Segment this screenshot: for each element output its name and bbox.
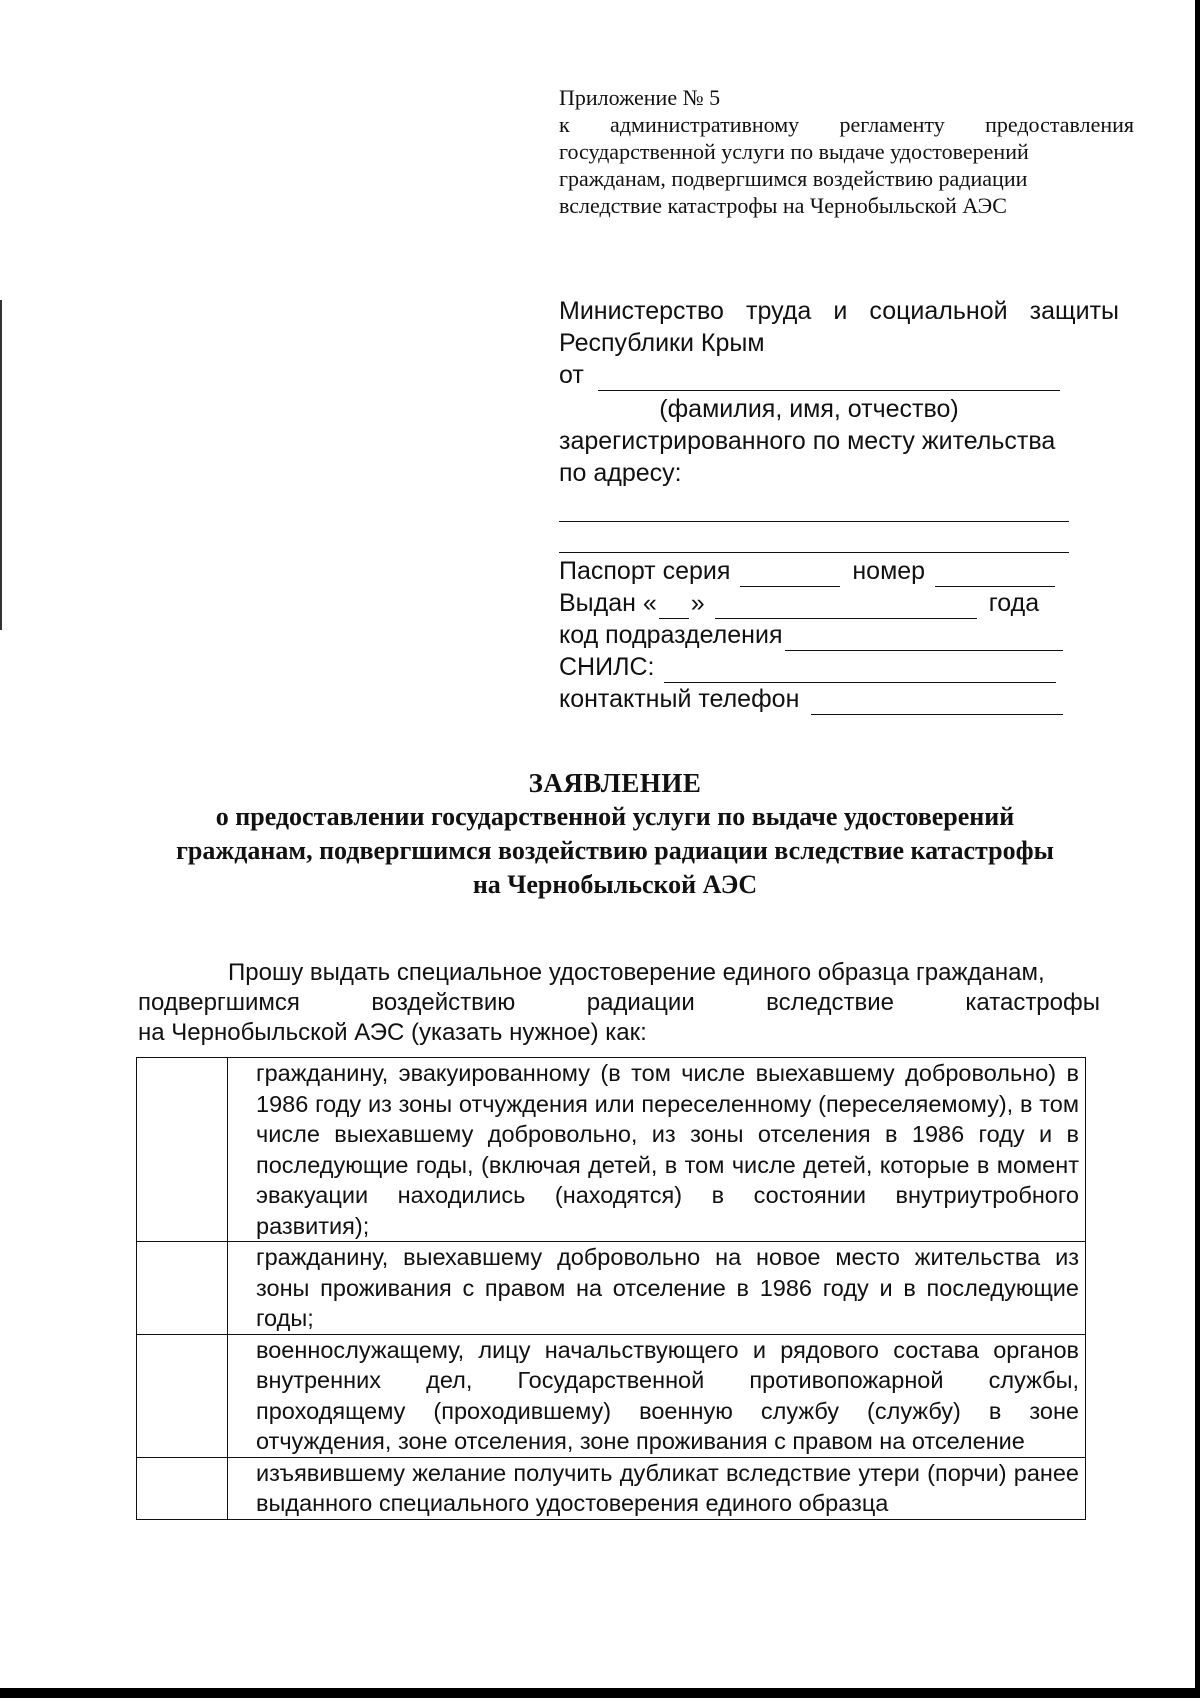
scan-edge-left bbox=[0, 300, 2, 630]
appendix-line: государственной услуги по выдаче удостоверений bbox=[559, 139, 1029, 164]
issued-day-field[interactable] bbox=[659, 594, 689, 619]
division-code-label: код подразделения bbox=[559, 621, 783, 649]
option-row bbox=[137, 1457, 1086, 1519]
address-label: по адресу: bbox=[559, 459, 682, 487]
passport-row bbox=[559, 553, 1119, 587]
option-row bbox=[137, 1242, 1086, 1335]
options-table bbox=[136, 1057, 1086, 1520]
intro-line: на Чернобыльской АЭС (указать нужное) как: bbox=[138, 1019, 647, 1046]
phone-label: контактный телефон bbox=[559, 685, 800, 713]
option-text: изъявившему желание получить дубликат вследствие утери (порчи) ранее выданного специального удостоверения единого образца bbox=[256, 1459, 1079, 1516]
division-code-field[interactable] bbox=[785, 626, 1063, 651]
option-text-cell bbox=[228, 1457, 1086, 1519]
issued-by-field[interactable] bbox=[715, 594, 977, 619]
passport-number-label: номер bbox=[852, 557, 926, 585]
title-main: ЗАЯВЛЕНИЕ bbox=[528, 768, 702, 798]
from-label: от bbox=[559, 361, 584, 389]
phone-row bbox=[559, 683, 1119, 715]
document-title bbox=[120, 766, 1110, 902]
address-field-line-2[interactable] bbox=[559, 522, 1069, 553]
option-text: военнослужащему, лицу начальствующего и рядового состава органов внутренних дел, Государственной противопожарной службы, проходящему (проходившему) военную службу (службу) в зоне отчуждения, зоне отселения, зоне проживания с правом на отселение bbox=[228, 1334, 1086, 1457]
issued-close: » bbox=[690, 589, 705, 617]
passport-series-label: Паспорт серия bbox=[559, 557, 731, 585]
year-label: года bbox=[988, 589, 1040, 617]
intro-line: Прошу выдать специальное удостоверение единого образца гражданам, bbox=[228, 959, 1045, 986]
option-checkbox-cell[interactable] bbox=[137, 1058, 228, 1242]
passport-series-field[interactable] bbox=[740, 562, 840, 587]
passport-number-field[interactable] bbox=[935, 562, 1055, 587]
option-checkbox-cell[interactable] bbox=[137, 1457, 228, 1519]
appendix-number: Приложение № 5 bbox=[559, 85, 721, 110]
ministry-region: Республики Крым bbox=[559, 329, 765, 357]
option-text: гражданину, выехавшему добровольно на новое место жительства из зоны проживания с правом на отселение в 1986 году и в последующие годы; bbox=[228, 1242, 1086, 1335]
option-checkbox-cell[interactable] bbox=[137, 1242, 228, 1335]
address-field-line-1[interactable] bbox=[559, 491, 1069, 522]
appendix-line: гражданам, подвергшимся воздействию радиации bbox=[559, 166, 1028, 191]
snils-row bbox=[559, 651, 1119, 683]
scan-edge-right bbox=[1195, 0, 1200, 1698]
name-caption: (фамилия, имя, отчество) bbox=[659, 395, 959, 423]
registered-label: зарегистрированного по месту жительства bbox=[559, 427, 1056, 455]
appendix-header bbox=[559, 84, 1134, 219]
appendix-line: вследствие катастрофы на Чернобыльской АЭС bbox=[559, 193, 1007, 218]
scan-edge-bottom bbox=[0, 1688, 1200, 1698]
issued-label: Выдан « bbox=[559, 589, 657, 617]
issued-row bbox=[559, 587, 1119, 619]
division-row bbox=[559, 619, 1119, 651]
phone-field[interactable] bbox=[811, 690, 1063, 715]
snils-label: СНИЛС: bbox=[559, 653, 655, 681]
option-row bbox=[137, 1334, 1086, 1457]
title-subline: о предоставлении государственной услуги по выдаче удостоверений bbox=[215, 802, 1015, 831]
full-name-field[interactable] bbox=[598, 366, 1060, 391]
option-row bbox=[137, 1058, 1086, 1242]
appendix-line: к административному регламенту предоставления bbox=[559, 112, 1134, 137]
title-subline: гражданам, подвергшимся воздействию радиации вследствие катастрофы bbox=[176, 836, 1054, 865]
addressee-block bbox=[559, 296, 1119, 715]
option-checkbox-cell[interactable] bbox=[137, 1334, 228, 1457]
from-row bbox=[559, 359, 1119, 391]
name-caption-row bbox=[559, 391, 1119, 425]
snils-field[interactable] bbox=[664, 658, 1056, 683]
title-subline: на Чернобыльской АЭС bbox=[472, 870, 758, 899]
option-text: гражданину, эвакуированному (в том числе выехавшему добровольно) в 1986 году из зоны отчуждения или переселенному (переселяемому), в том числе выехавшему добровольно, из зоны отселения в 1986 году и в последующие годы, (включая детей, в том числе детей, которые в момент эвакуации находились (находятся) в состоянии внутриутробного развития); bbox=[228, 1058, 1086, 1242]
request-intro bbox=[138, 958, 1100, 1048]
ministry-name: Министерство труда и социальной защиты bbox=[559, 297, 1119, 325]
intro-line: подвергшимся воздействию радиации вследствие катастрофы bbox=[138, 989, 1100, 1016]
